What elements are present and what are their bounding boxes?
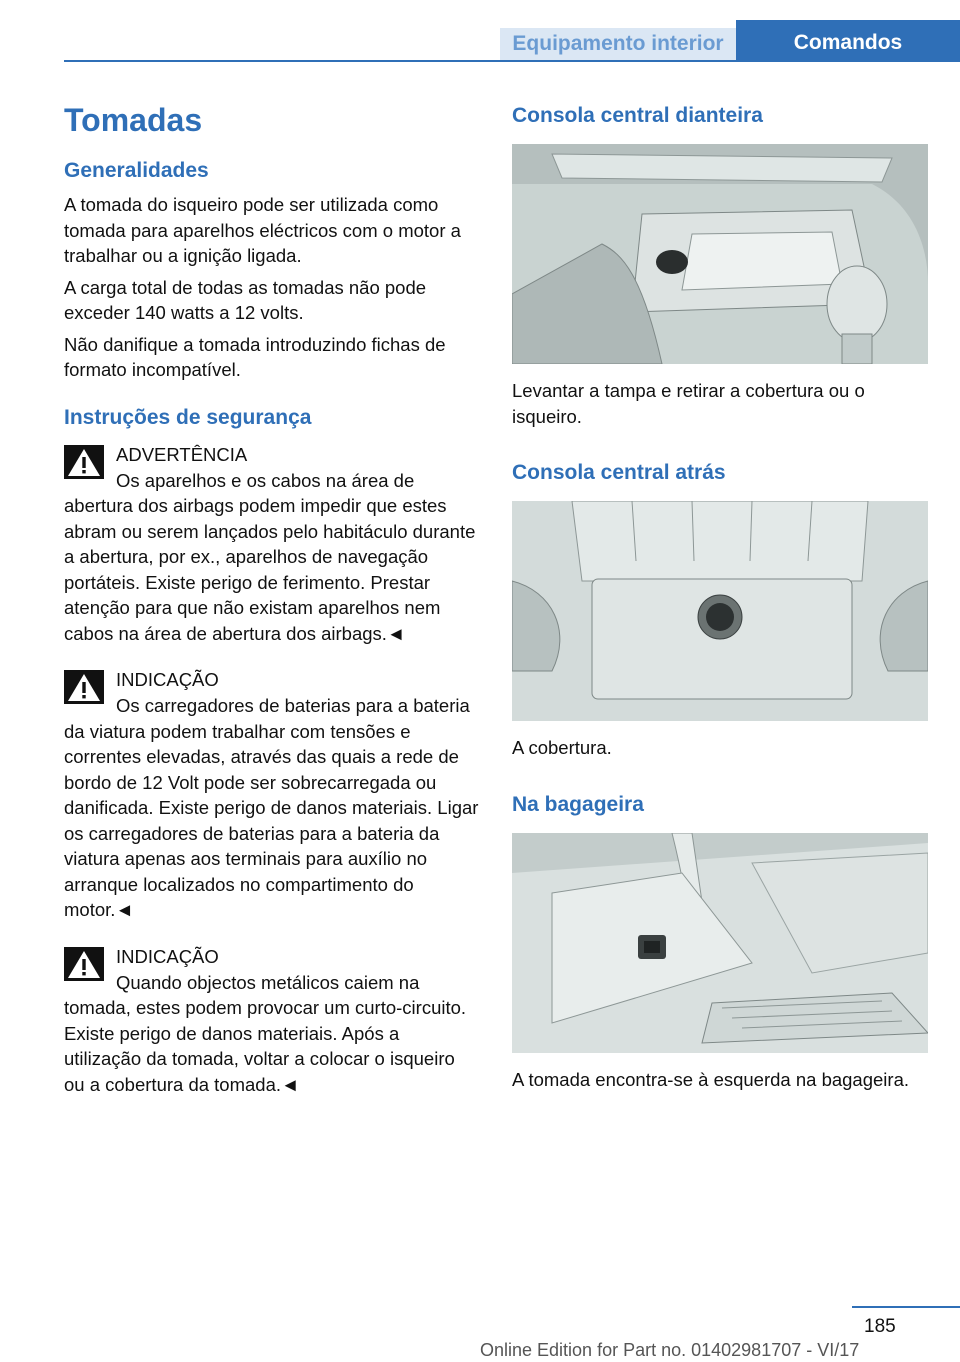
general-paragraph-3: Não danifique a tomada introduzindo fichas de formato incompatível. <box>64 333 446 380</box>
warning-box-2 <box>64 666 480 923</box>
warning-3-text: Quando objectos metálicos caiem na tomada, estes podem provocar um curto-circuito. Existe perigo de danos materiais. Após a utilização da tomada, voltar a colocar o isqueiro ou a cobertura da tomada.◄ <box>64 971 467 1095</box>
warning-box-3 <box>64 943 480 1098</box>
warning-triangle-icon <box>64 670 104 704</box>
warning-box-1 <box>64 441 480 647</box>
heading-trunk: Na bagageira <box>512 792 644 816</box>
heading-safety: Instruções de segurança <box>64 405 312 429</box>
front-console-photo <box>512 144 928 364</box>
footer-rule <box>852 1306 960 1308</box>
heading-general: Generalidades <box>64 159 209 182</box>
right-column <box>512 96 928 1092</box>
warning-1-text: Os aparelhos e os cabos na área de abertura dos airbags podem impedir que estes abram ou serem lançados pelo habitáculo durante a abertura, por ex., aparelhos de navegação portáteis. Existe perigo de ferimento. Prestar atenção para que não existam aparelhos nem cabos na área de abertura dos airbags.◄ <box>64 469 476 644</box>
left-column <box>64 96 480 1097</box>
header-section-tab: Equipamento interior <box>500 28 736 60</box>
trunk-caption: A tomada encontra-se à esquerda na bagageira. <box>512 1068 910 1090</box>
trunk-photo <box>512 833 928 1053</box>
front-console-caption: Levantar a tampa e retirar a cobertura ou o isqueiro. <box>512 380 865 427</box>
page-title: Tomadas <box>64 102 203 138</box>
warning-3-title: INDICAÇÃO <box>116 945 219 967</box>
general-paragraph-2: A carga total de todas as tomadas não pode exceder 140 watts a 12 volts. <box>64 276 427 323</box>
header-rule <box>64 60 960 62</box>
heading-rear-console: Consola central atrás <box>512 461 726 484</box>
rear-console-photo <box>512 501 928 721</box>
warning-2-text: Os carregadores de baterias para a bateria da viatura podem trabalhar com tensões e correntes elevadas, através das quais a rede de bordo de 12 Volt pode ser sobrecarregada ou danificada. Existe perigo de danos materiais. Ligar os carregadores de baterias para a bateria da viatura apenas aos terminais para auxílio no arranque localizados no compartimento do motor.◄ <box>64 695 479 920</box>
footer-edition: Online Edition for Part no. 01402981707 - VI/17 <box>480 1340 860 1360</box>
warning-2-title: INDICAÇÃO <box>116 669 219 690</box>
header-chapter-tab: Comandos <box>736 20 960 62</box>
rear-console-caption: A cobertura. <box>512 737 612 758</box>
general-paragraph-1: A tomada do isqueiro pode ser utilizada como tomada para aparelhos eléctricos com o motor a trabalhar ou a ignição ligada. <box>64 194 461 266</box>
warning-triangle-icon <box>64 445 104 479</box>
warning-1-title: ADVERTÊNCIA <box>116 443 248 465</box>
heading-front-console: Consola central dianteira <box>512 104 763 127</box>
warning-triangle-icon <box>64 947 104 981</box>
page-number: 185 <box>864 1316 896 1337</box>
